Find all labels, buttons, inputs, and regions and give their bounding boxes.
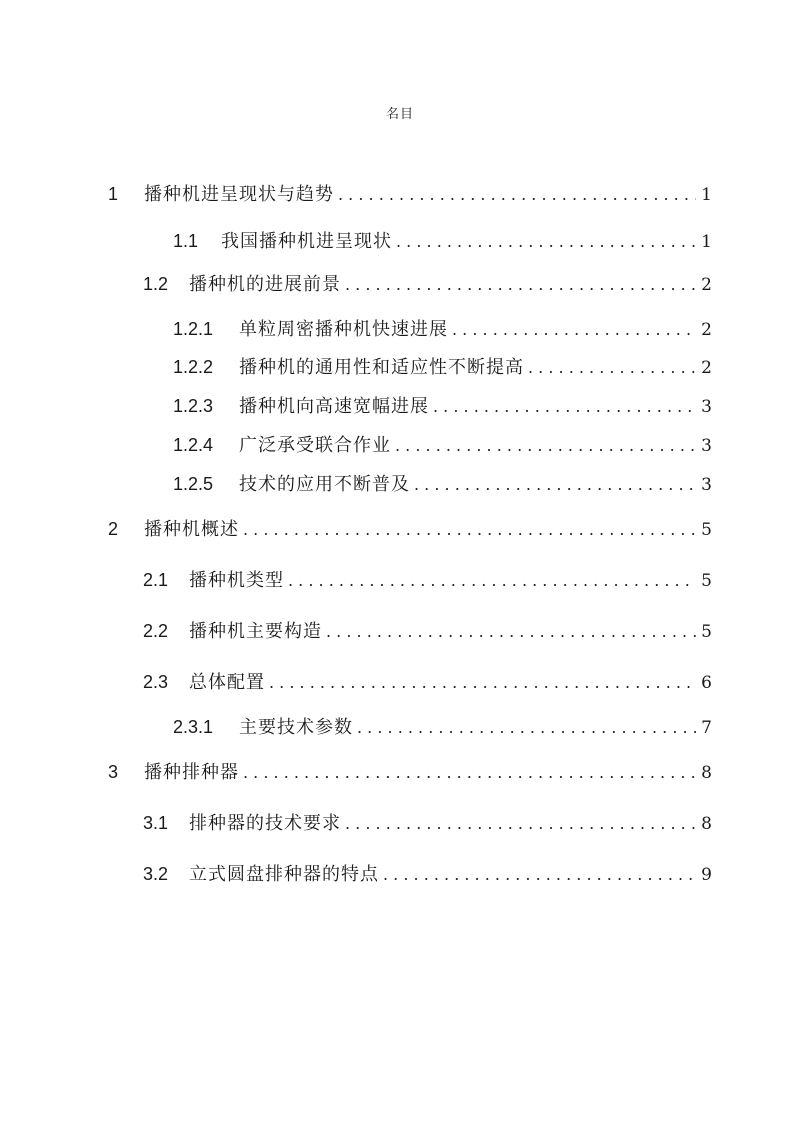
toc-number: 1.2.2 [173,357,214,377]
toc-number: 3.1 [143,813,169,833]
toc-number: 2.2 [143,621,169,641]
toc-text: 播种机的进展前景 [189,274,341,295]
toc-entry [173,470,712,496]
toc-leader [243,763,696,782]
toc-text: 播种机向高速宽幅进展 [239,396,429,417]
toc-leader [528,358,696,377]
toc-leader [243,520,696,539]
toc-page-number: 2 [701,275,712,295]
toc-text: 总体配置 [189,672,265,693]
page-title: 名目 [385,107,414,122]
toc-leader [345,275,696,294]
toc-page-number: 8 [701,814,712,834]
toc-number: 1.1 [173,231,199,251]
toc-text: 单粒周密播种机快速进展 [239,319,448,340]
toc-page-number: 8 [701,763,712,783]
toc-page-number: 5 [701,520,712,540]
toc-number: 1.2.4 [173,435,214,455]
toc-page-number: 2 [701,358,712,378]
toc-text: 广泛承受联合作业 [239,435,391,456]
toc-entry [143,809,712,835]
toc-number: 2.1 [143,570,169,590]
toc-entry [143,617,712,643]
toc-leader [357,718,696,737]
toc-entry [143,270,712,296]
toc-page-number: 3 [701,475,712,495]
toc-text: 技术的应用不断普及 [239,474,410,495]
toc-entry [173,713,712,739]
toc-leader [414,475,696,494]
toc-page-number: 2 [701,320,712,340]
toc-entry [143,860,712,886]
toc-page-number: 1 [701,232,712,252]
toc-text: 立式圆盘排种器的特点 [189,864,379,885]
toc-page-number: 6 [701,673,712,693]
toc-text: 播种机的通用性和适应性不断提高 [239,357,524,378]
toc-page-number: 5 [701,622,712,642]
toc-entry [173,227,712,253]
toc-leader [383,865,696,884]
toc-number: 3.2 [143,864,169,884]
toc-number: 3 [108,762,119,782]
toc-text: 排种器的技术要求 [189,813,341,834]
toc-entry [108,758,712,784]
toc-number: 1.2 [143,274,169,294]
toc-leader [345,814,696,833]
toc-leader [395,436,696,455]
toc-number: 2.3 [143,672,169,692]
toc-number: 1.2.5 [173,474,214,494]
toc-number: 2.3.1 [173,717,214,737]
toc-number: 1 [108,184,119,204]
toc-entry [143,566,712,592]
toc-entry [173,392,712,418]
toc-entry [173,315,712,341]
toc-text: 播种排种器 [144,762,239,783]
toc-entry [173,353,712,379]
toc-page-number: 3 [701,436,712,456]
toc-entry [108,180,712,206]
toc-page-number: 5 [701,571,712,591]
toc-page-number: 1 [701,185,712,205]
toc-text: 播种机主要构造 [189,621,322,642]
toc-text: 主要技术参数 [239,717,353,738]
toc-text: 播种机进呈现状与趋势 [144,184,334,205]
toc-entry [173,431,712,457]
toc-page-number: 9 [701,865,712,885]
toc-leader [396,232,696,251]
toc-page-number: 7 [701,718,712,738]
toc-text: 我国播种机进呈现状 [221,231,392,252]
toc-leader [326,622,696,641]
toc-entry [108,515,712,541]
toc-leader [452,320,696,339]
toc-entry [143,668,712,694]
toc-text: 播种机概述 [144,519,239,540]
toc-number: 1.2.1 [173,319,214,339]
toc-leader [288,571,696,590]
toc-text: 播种机类型 [189,570,284,591]
toc-leader [433,397,696,416]
toc-leader [338,185,696,204]
toc-number: 1.2.3 [173,396,214,416]
toc-number: 2 [108,519,119,539]
toc-page-number: 3 [701,397,712,417]
toc-leader [269,673,696,692]
